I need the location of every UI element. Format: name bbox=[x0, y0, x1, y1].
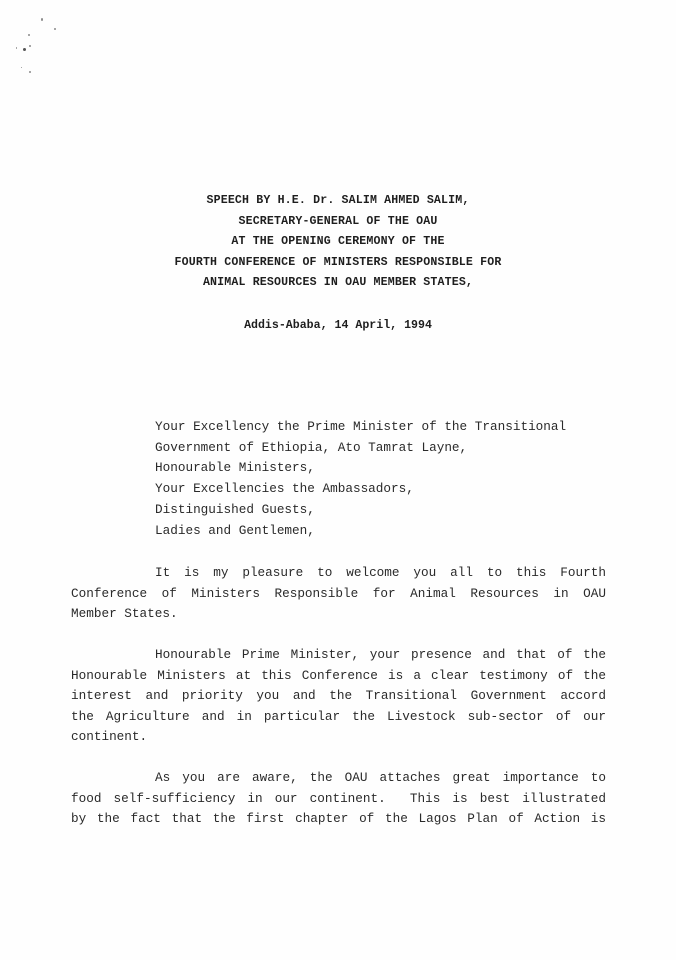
paragraph-welcome bbox=[71, 563, 606, 625]
speech-heading bbox=[0, 191, 676, 294]
heading-line: SPEECH BY H.E. Dr. SALIM AHMED SALIM, bbox=[206, 194, 470, 207]
paragraph-line: Conference of Ministers Responsible for Animal Resources in OAU bbox=[71, 585, 606, 601]
scan-speck bbox=[28, 34, 30, 36]
scan-speck bbox=[16, 47, 17, 49]
scan-speck bbox=[29, 71, 31, 73]
heading-line: SECRETARY-GENERAL OF THE OAU bbox=[238, 214, 438, 228]
paragraph-presence bbox=[71, 645, 606, 748]
paragraph-line: by the fact that the first chapter of the Lagos Plan of Action is bbox=[71, 811, 606, 826]
paragraph-line: food self-sufficiency in our continent. This is best illustrated bbox=[71, 790, 606, 806]
salutation-line: Your Excellencies the Ambassadors, bbox=[155, 481, 414, 497]
salutation-line: Distinguished Guests, bbox=[155, 501, 315, 517]
scan-speck bbox=[29, 45, 31, 47]
scan-speck bbox=[23, 48, 26, 51]
salutation-line: Government of Ethiopia, Ato Tamrat Layne, bbox=[155, 439, 468, 455]
paragraph-line: Member States. bbox=[71, 606, 178, 621]
paragraph-line: Honourable Ministers at this Conference is a clear testimony of the bbox=[71, 667, 606, 683]
scan-speck bbox=[21, 67, 22, 68]
paragraph-food-self-sufficiency bbox=[71, 768, 606, 830]
paragraph-line: Honourable Prime Minister, your presence and that of the bbox=[155, 647, 606, 662]
salutation-line: Your Excellency the Prime Minister of the Transitional bbox=[155, 419, 567, 434]
salutation bbox=[155, 417, 566, 541]
heading-line: ANIMAL RESOURCES IN OAU MEMBER STATES, bbox=[202, 276, 474, 289]
scan-speck bbox=[54, 28, 56, 30]
scan-speck bbox=[41, 18, 43, 21]
dateline: Addis-Ababa, 14 April, 1994 bbox=[244, 319, 432, 332]
paragraph-line: the Agriculture and in particular the Livestock sub-sector of our bbox=[71, 708, 606, 724]
heading-line: AT THE OPENING CEREMONY OF THE bbox=[231, 235, 445, 248]
salutation-line: Honourable Ministers, bbox=[155, 460, 315, 476]
paragraph-line: It is my pleasure to welcome you all to this Fourth bbox=[155, 565, 606, 580]
paragraph-line: interest and priority you and the Transitional Government accord bbox=[71, 688, 606, 703]
paragraph-line: continent. bbox=[71, 729, 148, 744]
paragraph-line: As you are aware, the OAU attaches great importance to bbox=[155, 770, 606, 785]
heading-line: FOURTH CONFERENCE OF MINISTERS RESPONSIBLE FOR bbox=[174, 255, 502, 269]
salutation-line: Ladies and Gentlemen, bbox=[155, 522, 315, 538]
